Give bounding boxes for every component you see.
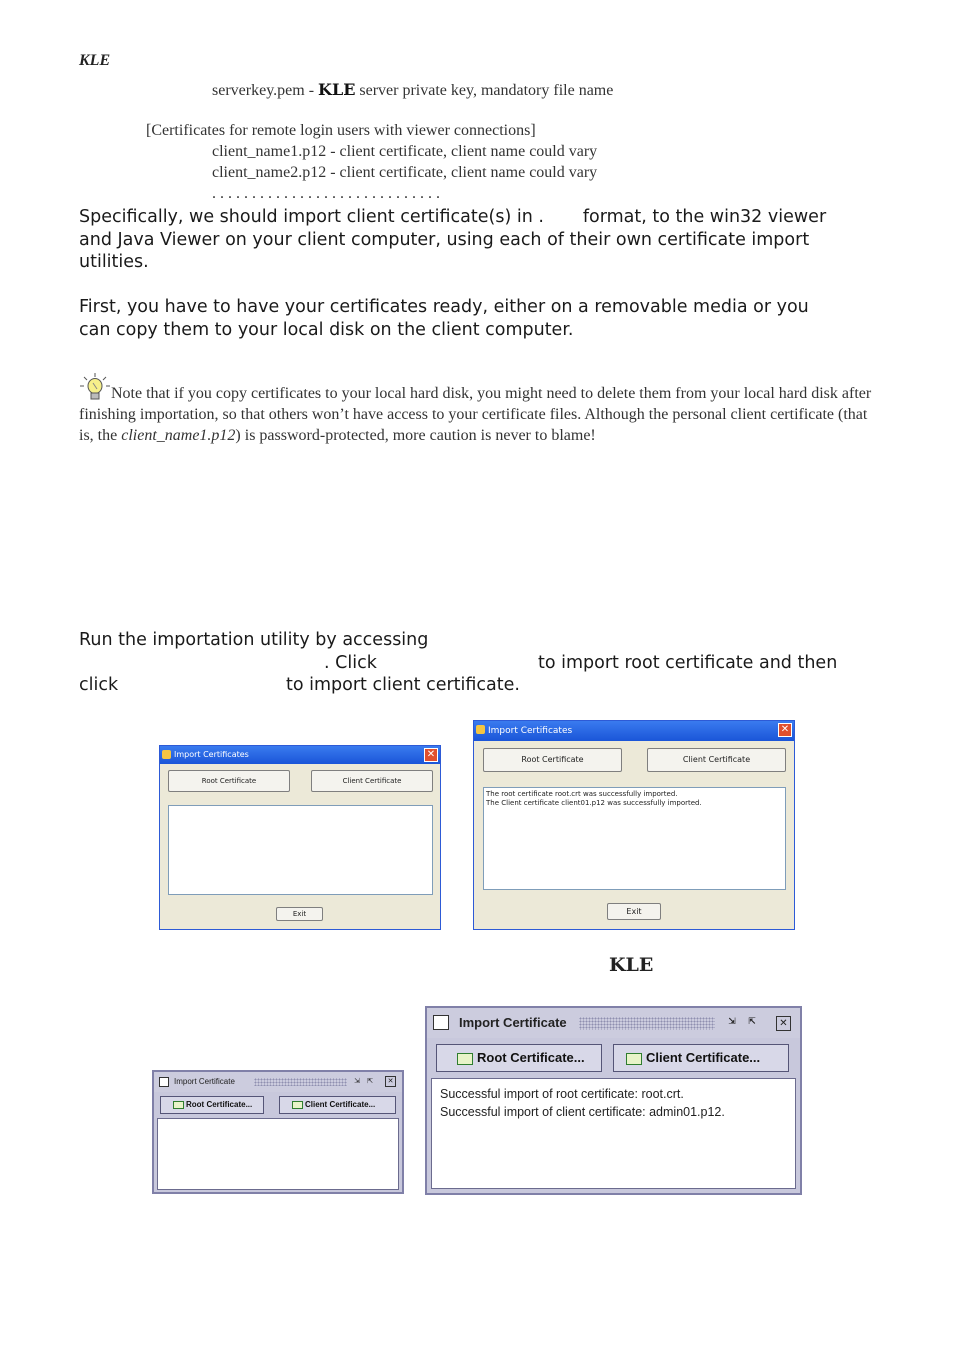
win32-import-dialog-empty: [159, 745, 441, 930]
ellipsis-line: . . . . . . . . . . . . . . . . . . . . . . . . . . . . .: [212, 185, 440, 202]
close-icon[interactable]: ✕: [778, 723, 792, 737]
note-text-1: Note that if you copy certificates to your local hard disk, you might need to delete them from your local hard disk after finishing importation, so that others won’t have access to your certificate files. Although the personal client certificate (that is, the: [79, 385, 872, 444]
titlebar-grip: [579, 1017, 715, 1030]
root-certificate-label: Root Certificate...: [186, 1100, 253, 1109]
maximize-icon[interactable]: ⇱: [367, 1077, 373, 1085]
tip-note: [79, 372, 879, 446]
dialog-titlebar: [154, 1072, 402, 1092]
paragraph-2-line-2: can copy them to your local disk on the client computer.: [79, 320, 574, 340]
log-line-client: Successful import of client certificate: admin01.p12.: [440, 1105, 725, 1119]
dialog-title: Import Certificates: [174, 750, 249, 759]
dialog-title: Import Certificate: [459, 1015, 567, 1030]
dialog-title: Import Certificates: [488, 726, 573, 736]
root-certificate-button[interactable]: Root Certificate: [168, 770, 290, 792]
close-icon[interactable]: ✕: [385, 1076, 396, 1087]
window-icon: [159, 1077, 169, 1087]
run-line-2a: . Click: [324, 653, 377, 673]
lightbulb-icon: [79, 372, 111, 402]
certificate-icon: [173, 1101, 184, 1109]
exit-button[interactable]: Exit: [607, 903, 661, 920]
client-certificate-button[interactable]: Client Certificate: [311, 770, 433, 792]
dialog-titlebar: [427, 1008, 800, 1038]
client2-line: client_name2.p12 - client certificate, client name could vary: [212, 164, 598, 181]
client-certificate-label: Client Certificate...: [646, 1050, 761, 1065]
close-icon[interactable]: ✕: [776, 1016, 791, 1031]
dialog-title: Import Certificate: [174, 1077, 235, 1086]
client1-line: client_name1.p12 - client certificate, client name could vary: [212, 143, 598, 160]
app-icon: [162, 750, 171, 759]
certificate-icon: [292, 1101, 303, 1109]
doc-header-kle: KLE: [79, 52, 111, 69]
run-line-1: Run the importation utility by accessing: [79, 630, 429, 650]
root-certificate-button[interactable]: [160, 1096, 264, 1114]
window-icon: [433, 1015, 449, 1030]
maximize-icon[interactable]: ⇱: [748, 1017, 756, 1027]
server-key-line: [212, 80, 613, 100]
run-line-3b: to import client certificate.: [286, 675, 520, 695]
java-import-dialog-success: [425, 1006, 802, 1195]
run-line-2b: to import root certificate and then: [538, 653, 838, 673]
paragraph-1-line-3: utilities.: [79, 252, 149, 272]
paragraph-1-line-1: Specifically, we should import client certificate(s) in . format, to the win32 viewer: [79, 207, 827, 227]
note-text-2: ) is password-protected, more caution is never to blame!: [235, 427, 596, 444]
titlebar-grip: [254, 1078, 347, 1086]
root-certificate-label: Root Certificate...: [477, 1050, 585, 1065]
kle-label: KLE: [609, 954, 654, 976]
import-log: [483, 787, 786, 890]
client-section-heading: [Certificates for remote login users with viewer connections]: [146, 122, 536, 139]
certificate-icon: [626, 1053, 642, 1065]
client-certificate-label: Client Certificate...: [305, 1100, 376, 1109]
server-key-desc: server private key, mandatory file name: [355, 82, 614, 99]
certificate-icon: [457, 1053, 473, 1065]
log-line-root: Successful import of root certificate: root.crt.: [440, 1087, 684, 1101]
close-icon[interactable]: ✕: [424, 748, 438, 762]
paragraph-2-line-1: First, you have to have your certificates ready, either on a removable media or you: [79, 297, 809, 317]
app-icon: [476, 725, 485, 734]
log-line-root: The root certificate root.crt was successfully imported.: [486, 790, 678, 798]
win32-import-dialog-success: [473, 720, 795, 930]
note-italic-filename: client_name1.p12: [121, 427, 236, 444]
import-log: [157, 1118, 399, 1190]
dialog-titlebar: [474, 721, 794, 741]
minimize-icon[interactable]: ⇲: [354, 1077, 360, 1085]
java-import-dialog-empty: [152, 1070, 404, 1194]
paragraph-1-line-2: and Java Viewer on your client computer, using each of their own certificate import: [79, 230, 810, 250]
client-certificate-button[interactable]: Client Certificate: [647, 748, 786, 772]
client-certificate-button[interactable]: [279, 1096, 396, 1114]
import-log: [431, 1078, 796, 1189]
import-log: [168, 805, 433, 895]
run-line-3a: click: [79, 675, 119, 695]
root-certificate-button[interactable]: Root Certificate: [483, 748, 622, 772]
root-certificate-button[interactable]: [436, 1044, 602, 1072]
log-line-client: The Client certificate client01.p12 was successfully imported.: [486, 799, 702, 807]
server-key-kle: KLE: [318, 80, 356, 99]
exit-button[interactable]: Exit: [276, 907, 323, 921]
dialog-titlebar: [160, 746, 440, 764]
minimize-icon[interactable]: ⇲: [728, 1017, 736, 1027]
client-certificate-button[interactable]: [613, 1044, 789, 1072]
server-key-name: serverkey.pem -: [212, 82, 319, 99]
